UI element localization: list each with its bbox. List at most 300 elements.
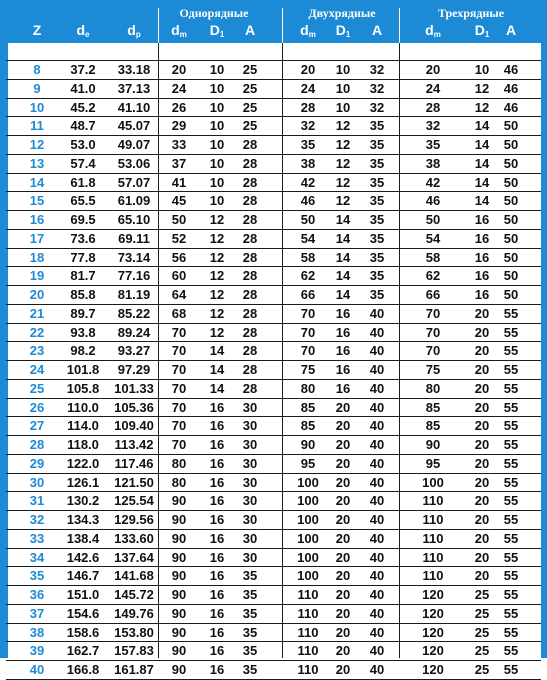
col-header-subscript: 1 — [484, 30, 490, 39]
cell-single-d1: 10 — [209, 118, 225, 133]
cell-single-a: 30 — [242, 418, 258, 433]
cell-dp: 33.18 — [117, 62, 151, 77]
cell-z: 10 — [29, 100, 45, 115]
cell-single-d1: 14 — [209, 343, 225, 358]
cell-single-d1: 10 — [209, 100, 225, 115]
cell-single-dm: 70 — [171, 325, 187, 340]
cell-triple-d1: 12 — [474, 81, 490, 96]
cell-double-a: 32 — [369, 62, 385, 77]
cell-double-dm: 20 — [300, 62, 316, 77]
table-row — [0, 566, 547, 585]
cell-dp: 117.46 — [114, 456, 154, 471]
cell-single-d1: 16 — [209, 531, 225, 546]
cell-single-a: 35 — [242, 643, 258, 658]
table-row — [0, 604, 547, 623]
cell-triple-a: 55 — [503, 362, 519, 377]
cell-triple-d1: 20 — [474, 306, 490, 321]
cell-triple-dm: 80 — [425, 381, 441, 396]
cell-triple-a: 50 — [503, 175, 519, 190]
table-row — [0, 116, 547, 135]
cell-triple-dm: 120 — [422, 662, 444, 677]
cell-single-a: 28 — [242, 156, 258, 171]
cell-single-dm: 90 — [171, 606, 187, 621]
cell-double-d1: 20 — [335, 512, 351, 527]
cell-de: 81.7 — [70, 268, 96, 283]
col-header-subscript: m — [308, 30, 316, 39]
cell-triple-dm: 110 — [422, 512, 444, 527]
cell-double-a: 40 — [369, 343, 385, 358]
col-header-main: A — [505, 22, 517, 38]
cell-single-a: 28 — [242, 231, 258, 246]
cell-single-d1: 10 — [209, 81, 225, 96]
cell-double-a: 40 — [369, 512, 385, 527]
cell-triple-dm: 70 — [425, 306, 441, 321]
table-row — [0, 135, 547, 154]
cell-z: 15 — [29, 193, 45, 208]
cell-double-a: 40 — [369, 456, 385, 471]
cell-double-a: 35 — [369, 137, 385, 152]
cell-triple-a: 50 — [503, 231, 519, 246]
cell-triple-a: 55 — [503, 475, 519, 490]
table-row — [0, 210, 547, 229]
cell-z: 33 — [29, 531, 45, 546]
cell-single-d1: 12 — [209, 325, 225, 340]
cell-double-d1: 10 — [335, 62, 351, 77]
cell-double-dm: 70 — [300, 343, 316, 358]
cell-triple-d1: 25 — [474, 587, 490, 602]
cell-double-dm: 46 — [300, 193, 316, 208]
cell-z: 19 — [29, 268, 45, 283]
table-row — [0, 435, 547, 454]
cell-triple-a: 46 — [503, 81, 519, 96]
cell-double-dm: 110 — [297, 662, 319, 677]
cell-de: 73.6 — [70, 231, 96, 246]
cell-z: 37 — [29, 606, 45, 621]
cell-dp: 109.40 — [114, 418, 154, 433]
cell-triple-d1: 16 — [474, 231, 490, 246]
cell-double-d1: 20 — [335, 475, 351, 490]
cell-single-a: 25 — [242, 81, 258, 96]
col-header-main: d — [76, 22, 86, 38]
cell-single-a: 25 — [242, 62, 258, 77]
cell-de: 105.8 — [66, 381, 100, 396]
cell-triple-d1: 10 — [474, 62, 490, 77]
cell-de: 126.1 — [66, 475, 100, 490]
col-header-double-a — [372, 22, 382, 38]
table-row — [0, 491, 547, 510]
cell-single-a: 35 — [242, 625, 258, 640]
cell-double-a: 40 — [369, 493, 385, 508]
cell-triple-d1: 14 — [474, 118, 490, 133]
cell-single-d1: 16 — [209, 606, 225, 621]
cell-z: 28 — [29, 437, 45, 452]
cell-triple-dm: 120 — [422, 643, 444, 658]
cell-single-dm: 90 — [171, 662, 187, 677]
cell-single-dm: 20 — [171, 62, 187, 77]
cell-double-a: 40 — [369, 606, 385, 621]
cell-triple-a: 55 — [503, 643, 519, 658]
col-header-subscript: 1 — [345, 30, 351, 39]
cell-triple-a: 50 — [503, 118, 519, 133]
cell-single-d1: 10 — [209, 156, 225, 171]
cell-double-a: 35 — [369, 268, 385, 283]
cell-de: 110.0 — [67, 400, 99, 415]
cell-de: 57.4 — [70, 156, 96, 171]
table-row — [0, 285, 547, 304]
cell-triple-dm: 85 — [425, 400, 441, 415]
cell-de: 122.0 — [66, 456, 100, 471]
table-row — [0, 229, 547, 248]
cell-double-d1: 14 — [335, 231, 351, 246]
cell-triple-dm: 100 — [422, 475, 444, 490]
cell-single-a: 28 — [242, 193, 258, 208]
cell-de: 69.5 — [70, 212, 96, 227]
cell-triple-dm: 58 — [425, 250, 441, 265]
table-row — [0, 248, 547, 267]
cell-single-dm: 90 — [171, 512, 187, 527]
cell-de: 89.7 — [70, 306, 96, 321]
cell-single-a: 30 — [242, 475, 258, 490]
cell-double-d1: 20 — [335, 400, 351, 415]
cell-triple-a: 55 — [503, 381, 519, 396]
cell-double-a: 35 — [369, 212, 385, 227]
group-title-double-row: Двухрядные — [308, 6, 376, 20]
cell-triple-a: 55 — [503, 625, 519, 640]
table-row — [0, 304, 547, 323]
cell-dp: 49.07 — [117, 137, 151, 152]
cell-single-a: 28 — [242, 212, 258, 227]
table-row — [0, 585, 547, 604]
cell-double-a: 35 — [369, 250, 385, 265]
cell-double-d1: 20 — [335, 531, 351, 546]
cell-double-d1: 16 — [335, 362, 351, 377]
cell-double-a: 40 — [369, 437, 385, 452]
cell-z: 14 — [29, 175, 45, 190]
cell-triple-a: 50 — [503, 193, 519, 208]
cell-z: 22 — [29, 325, 45, 340]
cell-single-d1: 14 — [209, 362, 225, 377]
cell-double-dm: 66 — [300, 287, 316, 302]
cell-single-dm: 90 — [171, 550, 187, 565]
cell-triple-a: 55 — [503, 456, 519, 471]
cell-double-d1: 20 — [335, 625, 351, 640]
cell-triple-d1: 14 — [474, 193, 490, 208]
cell-triple-d1: 20 — [474, 456, 490, 471]
cell-de: 130.2 — [66, 493, 100, 508]
cell-single-d1: 16 — [209, 400, 225, 415]
cell-double-a: 35 — [369, 175, 385, 190]
cell-triple-dm: 95 — [425, 456, 441, 471]
cell-triple-dm: 120 — [422, 587, 444, 602]
table-row — [0, 641, 547, 660]
cell-single-a: 28 — [242, 306, 258, 321]
cell-double-dm: 95 — [300, 456, 316, 471]
cell-double-a: 40 — [369, 625, 385, 640]
col-header-main: D — [335, 22, 346, 38]
cell-double-dm: 110 — [297, 625, 319, 640]
cell-single-d1: 16 — [209, 437, 225, 452]
cell-z: 8 — [33, 62, 41, 77]
cell-de: 77.8 — [70, 250, 96, 265]
col-header-triple-d1 — [475, 22, 490, 39]
cell-single-dm: 90 — [171, 643, 187, 658]
cell-z: 29 — [29, 456, 45, 471]
cell-z: 23 — [29, 343, 45, 358]
cell-triple-d1: 20 — [474, 568, 490, 583]
cell-triple-d1: 25 — [474, 662, 490, 677]
cell-triple-dm: 120 — [422, 606, 444, 621]
cell-double-d1: 14 — [335, 250, 351, 265]
cell-single-a: 30 — [242, 493, 258, 508]
col-header-main: A — [244, 22, 256, 38]
cell-dp: 41.10 — [117, 100, 151, 115]
cell-triple-dm: 120 — [422, 625, 444, 640]
cell-single-dm: 70 — [171, 437, 187, 452]
col-header-main: D — [209, 22, 220, 38]
cell-triple-dm: 110 — [422, 493, 444, 508]
cell-z: 17 — [29, 231, 45, 246]
cell-triple-dm: 110 — [422, 531, 444, 546]
cell-single-d1: 12 — [209, 268, 225, 283]
cell-single-dm: 24 — [171, 81, 187, 96]
cell-triple-a: 55 — [503, 662, 519, 677]
cell-single-dm: 70 — [171, 418, 187, 433]
cell-single-dm: 90 — [171, 625, 187, 640]
cell-z: 26 — [29, 400, 45, 415]
cell-single-d1: 10 — [209, 175, 225, 190]
cell-dp: 45.07 — [117, 118, 151, 133]
cell-double-a: 40 — [369, 568, 385, 583]
table-row — [0, 323, 547, 342]
cell-de: 45.2 — [70, 100, 96, 115]
group-title-single-row: Однорядные — [179, 6, 249, 20]
cell-double-dm: 70 — [300, 306, 316, 321]
cell-single-dm: 70 — [171, 400, 187, 415]
cell-double-a: 40 — [369, 531, 385, 546]
cell-double-a: 40 — [369, 400, 385, 415]
cell-double-dm: 100 — [297, 531, 319, 546]
cell-de: 142.6 — [66, 550, 100, 565]
cell-triple-d1: 14 — [474, 137, 490, 152]
cell-triple-d1: 25 — [474, 606, 490, 621]
cell-de: 85.8 — [70, 287, 96, 302]
table-row — [0, 79, 547, 98]
cell-de: 162.7 — [66, 643, 100, 658]
cell-double-dm: 100 — [297, 512, 319, 527]
cell-dp: 73.14 — [117, 250, 151, 265]
cell-z: 16 — [29, 212, 45, 227]
cell-single-d1: 12 — [209, 306, 225, 321]
col-header-main: Z — [32, 22, 42, 38]
cell-single-a: 28 — [242, 287, 258, 302]
cell-triple-a: 55 — [503, 587, 519, 602]
col-header-single-d1 — [210, 22, 225, 39]
cell-double-d1: 20 — [335, 418, 351, 433]
cell-dp: 161.87 — [114, 662, 154, 677]
cell-single-a: 28 — [242, 250, 258, 265]
cell-single-a: 30 — [242, 531, 258, 546]
cell-triple-d1: 16 — [474, 268, 490, 283]
cell-dp: 89.24 — [117, 325, 151, 340]
cell-z: 35 — [29, 568, 45, 583]
col-header-single-dm — [171, 22, 187, 39]
cell-double-d1: 12 — [335, 156, 351, 171]
cell-double-dm: 42 — [300, 175, 316, 190]
cell-single-a: 35 — [242, 606, 258, 621]
cell-single-a: 28 — [242, 268, 258, 283]
cell-triple-d1: 20 — [474, 362, 490, 377]
cell-double-a: 40 — [369, 325, 385, 340]
table-row — [0, 398, 547, 417]
cell-dp: 113.42 — [114, 437, 154, 452]
cell-triple-a: 55 — [503, 400, 519, 415]
cell-triple-d1: 20 — [474, 437, 490, 452]
cell-de: 53.0 — [70, 137, 96, 152]
cell-double-dm: 54 — [300, 231, 316, 246]
cell-triple-d1: 20 — [474, 418, 490, 433]
table-row — [0, 341, 547, 360]
cell-de: 114.0 — [67, 418, 99, 433]
cell-single-a: 25 — [242, 118, 258, 133]
cell-dp: 93.27 — [117, 343, 151, 358]
cell-z: 11 — [30, 118, 44, 133]
cell-triple-dm: 38 — [425, 156, 441, 171]
cell-dp: 77.16 — [117, 268, 151, 283]
cell-triple-a: 55 — [503, 531, 519, 546]
cell-double-a: 32 — [369, 100, 385, 115]
cell-double-dm: 100 — [297, 550, 319, 565]
table-row — [0, 623, 547, 642]
cell-double-dm: 85 — [300, 418, 316, 433]
cell-triple-dm: 90 — [425, 437, 441, 452]
cell-de: 37.2 — [70, 62, 96, 77]
col-header-subscript: 1 — [219, 30, 225, 39]
cell-triple-a: 55 — [503, 306, 519, 321]
cell-single-dm: 80 — [171, 456, 187, 471]
cell-double-d1: 12 — [335, 175, 351, 190]
cell-double-a: 40 — [369, 550, 385, 565]
cell-double-a: 40 — [369, 362, 385, 377]
cell-single-a: 30 — [242, 512, 258, 527]
cell-de: 154.6 — [66, 606, 100, 621]
cell-triple-dm: 75 — [425, 362, 441, 377]
cell-single-d1: 16 — [209, 493, 225, 508]
col-header-double-dm — [300, 22, 316, 39]
cell-single-d1: 16 — [209, 418, 225, 433]
cell-dp: 101.33 — [114, 381, 154, 396]
cell-double-dm: 62 — [300, 268, 316, 283]
cell-double-d1: 20 — [335, 587, 351, 602]
cell-z: 36 — [29, 587, 45, 602]
cell-z: 21 — [29, 306, 45, 321]
table-row — [0, 529, 547, 548]
cell-single-dm: 90 — [171, 587, 187, 602]
cell-dp: 129.56 — [114, 512, 154, 527]
cell-single-d1: 16 — [209, 587, 225, 602]
table-row — [0, 60, 547, 79]
cell-double-a: 32 — [369, 81, 385, 96]
cell-triple-dm: 35 — [425, 137, 441, 152]
cell-single-a: 35 — [242, 662, 258, 677]
table-row — [0, 510, 547, 529]
cell-single-dm: 80 — [171, 475, 187, 490]
cell-double-d1: 16 — [335, 325, 351, 340]
cell-de: 166.8 — [66, 662, 100, 677]
table-row — [0, 173, 547, 192]
cell-double-a: 35 — [369, 193, 385, 208]
cell-single-dm: 68 — [171, 306, 187, 321]
cell-double-a: 40 — [369, 587, 385, 602]
cell-triple-d1: 25 — [474, 643, 490, 658]
cell-z: 32 — [29, 512, 45, 527]
cell-single-dm: 41 — [171, 175, 187, 190]
cell-double-d1: 20 — [335, 643, 351, 658]
cell-z: 18 — [29, 250, 45, 265]
cell-triple-dm: 24 — [425, 81, 441, 96]
cell-single-d1: 10 — [209, 193, 225, 208]
cell-double-dm: 38 — [300, 156, 316, 171]
cell-single-d1: 12 — [209, 250, 225, 265]
cell-double-d1: 16 — [335, 306, 351, 321]
cell-single-a: 28 — [242, 175, 258, 190]
cell-double-dm: 85 — [300, 400, 316, 415]
cell-triple-d1: 25 — [474, 625, 490, 640]
cell-single-d1: 10 — [209, 137, 225, 152]
cell-z: 31 — [29, 493, 45, 508]
cell-z: 39 — [29, 643, 45, 658]
cell-single-d1: 16 — [209, 550, 225, 565]
header-divider-line — [399, 8, 400, 43]
cell-triple-dm: 66 — [425, 287, 441, 302]
cell-double-a: 35 — [369, 231, 385, 246]
cell-single-d1: 12 — [209, 287, 225, 302]
cell-double-d1: 20 — [335, 568, 351, 583]
cell-triple-dm: 20 — [425, 62, 441, 77]
cell-triple-d1: 20 — [474, 343, 490, 358]
cell-single-dm: 52 — [171, 231, 187, 246]
cell-single-dm: 64 — [171, 287, 187, 302]
col-header-subscript: e — [85, 30, 90, 39]
col-header-double-d1 — [336, 22, 351, 39]
cell-double-dm: 110 — [297, 643, 319, 658]
cell-triple-d1: 20 — [474, 550, 490, 565]
cell-de: 151.0 — [66, 587, 100, 602]
cell-triple-dm: 70 — [425, 325, 441, 340]
cell-dp: 125.54 — [114, 493, 154, 508]
col-header-subscript: p — [135, 30, 141, 39]
cell-triple-a: 46 — [503, 62, 519, 77]
cell-single-dm: 90 — [171, 493, 187, 508]
cell-dp: 145.72 — [114, 587, 154, 602]
cell-triple-dm: 110 — [422, 550, 444, 565]
cell-de: 146.7 — [66, 568, 100, 583]
cell-single-dm: 45 — [171, 193, 187, 208]
col-header-single-a — [245, 22, 255, 38]
cell-single-d1: 12 — [209, 231, 225, 246]
cell-z: 25 — [29, 381, 45, 396]
cell-double-d1: 20 — [335, 550, 351, 565]
col-header-main: d — [127, 22, 136, 38]
table-row — [0, 416, 547, 435]
header-divider-line — [158, 8, 159, 43]
cell-double-a: 35 — [369, 156, 385, 171]
cell-triple-a: 50 — [503, 156, 519, 171]
cell-triple-dm: 54 — [425, 231, 441, 246]
cell-triple-d1: 20 — [474, 400, 490, 415]
cell-double-a: 35 — [369, 287, 385, 302]
cell-double-dm: 28 — [300, 100, 316, 115]
cell-triple-dm: 32 — [425, 118, 441, 133]
